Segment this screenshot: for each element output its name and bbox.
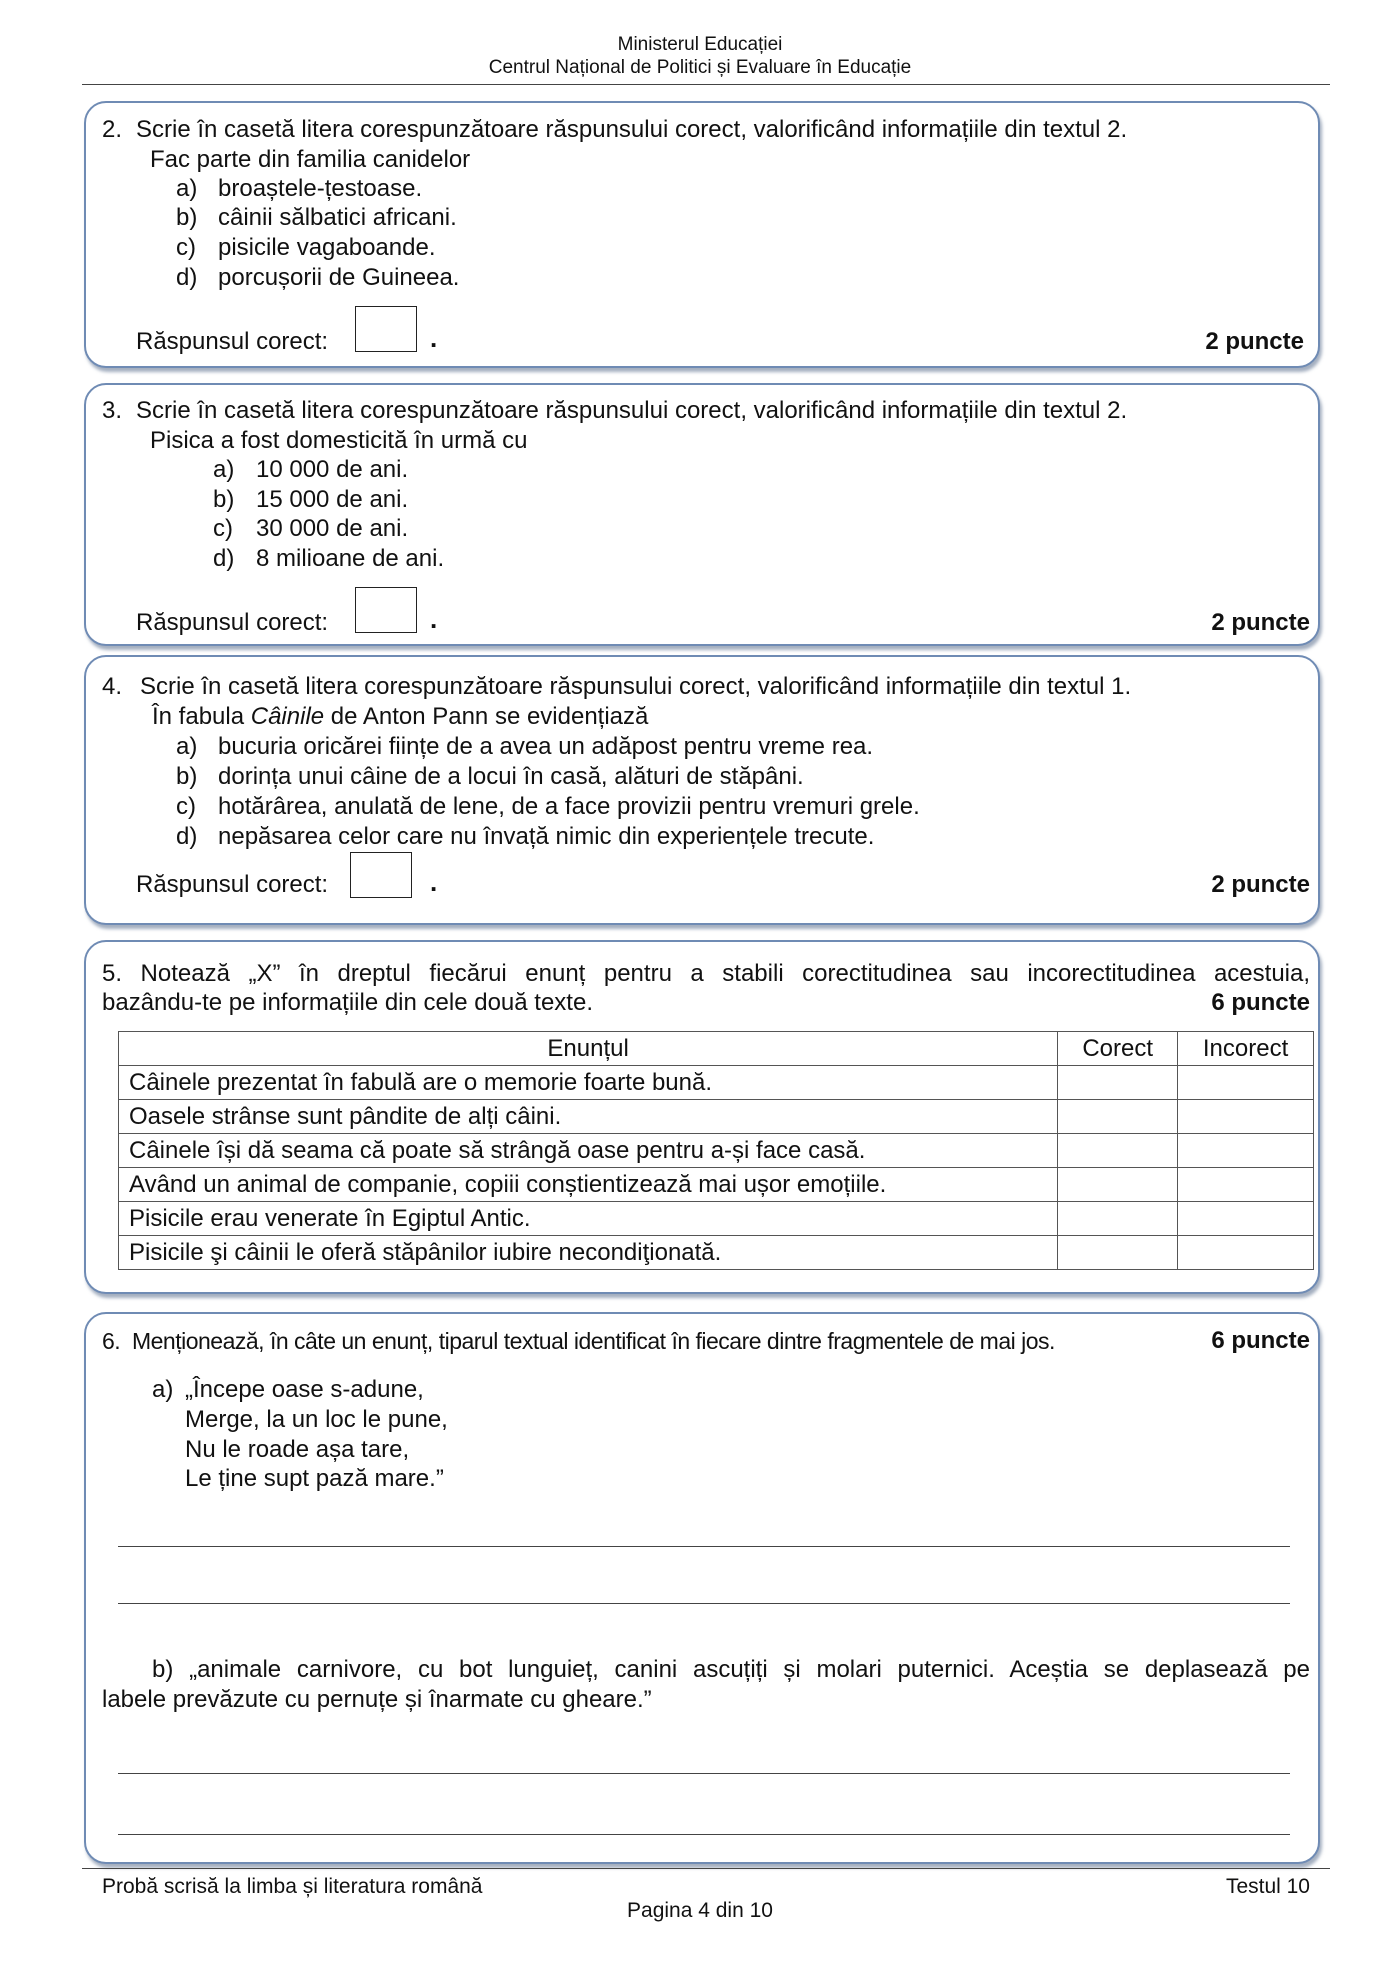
- incorrect-cell[interactable]: [1178, 1236, 1314, 1270]
- option-text: nepăsarea celor care nu învață nimic din experiențele trecute.: [218, 823, 875, 850]
- statement-cell: Câinele își dă seama că poate să strângă oase pentru a-și face casă.: [119, 1134, 1058, 1168]
- incorrect-cell[interactable]: [1178, 1066, 1314, 1100]
- fragment-b-line1: b) „animale carnivore, cu bot lunguieț, canini ascuțiți și molari puternici. Aceștia se deplasează pe: [152, 1656, 1310, 1683]
- table-row: [119, 1100, 1314, 1134]
- column-header-incorrect: Incorect: [1178, 1032, 1314, 1066]
- statement-cell: Având un animal de companie, copiii conștientizează mai ușor emoțiile.: [119, 1168, 1058, 1202]
- option-text: broaștele-țestoase.: [218, 175, 423, 202]
- ministry-name: Ministerul Educației: [617, 34, 783, 55]
- answer-line[interactable]: [118, 1603, 1290, 1604]
- fragment-a-line: Nu le roade așa tare,: [185, 1436, 410, 1463]
- option-text: hotărârea, anulată de lene, de a face provizii pentru vremuri grele.: [218, 793, 920, 820]
- answer-label: Răspunsul corect:: [136, 609, 329, 636]
- option-letter: a): [176, 175, 198, 202]
- fragment-b-line2: labele prevăzute cu pernuțe și înarmate cu gheare.”: [102, 1686, 652, 1713]
- option-letter: b): [213, 486, 235, 513]
- answer-label: Răspunsul corect:: [136, 328, 329, 355]
- question-5-instruction-line2: bazându-te pe informațiile din cele două texte.: [102, 989, 593, 1016]
- answer-dot: .: [430, 867, 438, 897]
- question-3-stem: Pisica a fost domesticită în urmă cu: [150, 427, 528, 454]
- question-2-stem: Fac parte din familia canidelor: [150, 146, 471, 173]
- answer-dot: .: [430, 604, 438, 634]
- statement-cell: Pisicile erau venerate în Egiptul Antic.: [119, 1202, 1058, 1236]
- statement-cell: Oasele strânse sunt pândite de alți câini.: [119, 1100, 1058, 1134]
- option-text: 15 000 de ani.: [256, 486, 409, 513]
- statements-table: [118, 1031, 1314, 1270]
- correct-cell[interactable]: [1058, 1066, 1178, 1100]
- table-header-row: [119, 1032, 1314, 1066]
- question-3-number: 3.: [102, 397, 123, 424]
- points: 2 puncte: [1205, 328, 1304, 355]
- question-4-number: 4.: [102, 673, 123, 700]
- answer-label: Răspunsul corect:: [136, 871, 329, 898]
- question-4-stem: În fabula Câinile de Anton Pann se evidențiază: [152, 703, 649, 730]
- incorrect-cell[interactable]: [1178, 1100, 1314, 1134]
- option-text: 8 milioane de ani.: [256, 545, 445, 572]
- footer-rule: [82, 1868, 1330, 1869]
- question-4-instruction: Scrie în casetă litera corespunzătoare răspunsului corect, valorificând informațiile din textul 1.: [140, 673, 1132, 700]
- header-rule: [82, 84, 1330, 85]
- statement-cell: Pisicile şi câinii le oferă stăpânilor iubire necondiţionată.: [119, 1236, 1058, 1270]
- option-text: pisicile vagaboande.: [218, 234, 436, 261]
- fragment-a-line: Merge, la un loc le pune,: [185, 1406, 448, 1433]
- fragment-a-line: Le ține supt pază mare.”: [185, 1465, 444, 1492]
- answer-box[interactable]: [355, 306, 417, 352]
- option-text: dorința unui câine de a locui în casă, alături de stăpâni.: [218, 763, 804, 790]
- answer-line[interactable]: [118, 1773, 1290, 1774]
- question-3-instruction: Scrie în casetă litera corespunzătoare răspunsului corect, valorificând informațiile din textul 2.: [136, 397, 1128, 424]
- fragment-a-letter: a): [152, 1376, 174, 1403]
- table-row: [119, 1134, 1314, 1168]
- correct-cell[interactable]: [1058, 1168, 1178, 1202]
- correct-cell[interactable]: [1058, 1202, 1178, 1236]
- table-row: [119, 1168, 1314, 1202]
- answer-box[interactable]: [350, 852, 412, 898]
- question-2-number: 2.: [102, 116, 123, 143]
- points: 2 puncte: [1211, 871, 1310, 898]
- footer-page-number: Pagina 4 din 10: [627, 1899, 773, 1922]
- correct-cell[interactable]: [1058, 1236, 1178, 1270]
- footer-test: Testul 10: [1225, 1875, 1310, 1898]
- option-letter: c): [176, 793, 196, 820]
- option-letter: d): [176, 823, 198, 850]
- points: 2 puncte: [1211, 609, 1310, 636]
- option-text: porcușorii de Guineea.: [218, 264, 460, 291]
- column-header-correct: Corect: [1058, 1032, 1178, 1066]
- answer-box[interactable]: [355, 587, 417, 633]
- question-6-instruction: 6. Menționează, în câte un enunț, tiparul textual identificat în fiecare dintre fragmentele de mai jos.: [102, 1328, 1055, 1354]
- table-row: [119, 1236, 1314, 1270]
- option-letter: d): [176, 264, 198, 291]
- option-letter: a): [176, 733, 198, 760]
- correct-cell[interactable]: [1058, 1100, 1178, 1134]
- correct-cell[interactable]: [1058, 1134, 1178, 1168]
- points: 6 puncte: [1211, 989, 1310, 1016]
- question-2-instruction: Scrie în casetă litera corespunzătoare răspunsului corect, valorificând informațiile din textul 2.: [136, 116, 1128, 143]
- option-letter: a): [213, 456, 235, 483]
- table-row: [119, 1066, 1314, 1100]
- option-letter: c): [213, 515, 233, 542]
- incorrect-cell[interactable]: [1178, 1202, 1314, 1236]
- incorrect-cell[interactable]: [1178, 1168, 1314, 1202]
- option-text: 30 000 de ani.: [256, 515, 409, 542]
- option-letter: b): [176, 204, 198, 231]
- option-text: câinii sălbatici africani.: [218, 204, 457, 231]
- table-row: [119, 1202, 1314, 1236]
- answer-line[interactable]: [118, 1546, 1290, 1547]
- question-5-instruction-line1: 5. Notează „X” în dreptul fiecărui enunț pentru a stabili corectitudinea sau incorectitudinea acestuia,: [102, 960, 1311, 987]
- answer-dot: .: [430, 323, 438, 353]
- points: 6 puncte: [1211, 1327, 1310, 1354]
- option-text: 10 000 de ani.: [256, 456, 409, 483]
- center-name: Centrul Național de Politici și Evaluare în Educație: [488, 57, 912, 78]
- fable-title: Câinile: [250, 703, 325, 730]
- option-text: bucuria oricărei ființe de a avea un adăpost pentru vreme rea.: [218, 733, 874, 760]
- column-header-statement: Enunțul: [119, 1032, 1058, 1066]
- footer-subject: Probă scrisă la limba și literatura română: [102, 1875, 483, 1898]
- fragment-a-line: „Începe oase s-adune,: [185, 1376, 424, 1403]
- option-letter: c): [176, 234, 196, 261]
- option-letter: b): [176, 763, 198, 790]
- answer-line[interactable]: [118, 1834, 1290, 1835]
- statement-cell: Câinele prezentat în fabulă are o memorie foarte bună.: [119, 1066, 1058, 1100]
- option-letter: d): [213, 545, 235, 572]
- incorrect-cell[interactable]: [1178, 1134, 1314, 1168]
